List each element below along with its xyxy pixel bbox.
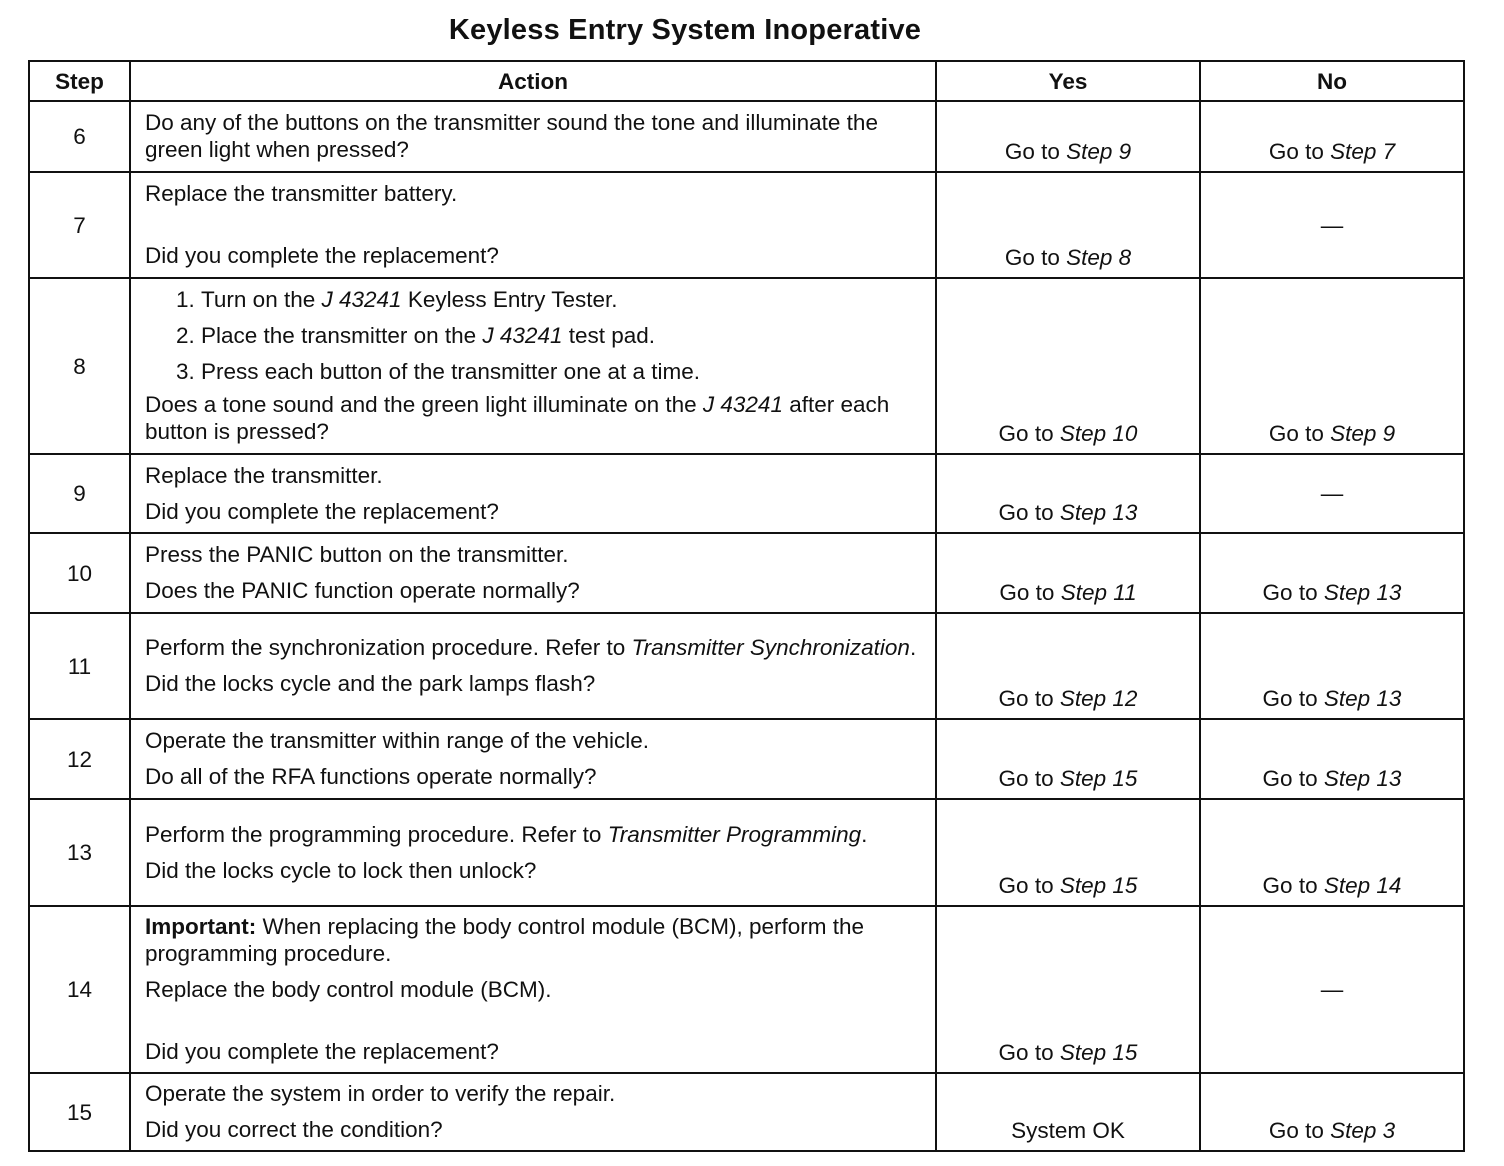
- action-instruction: Replace the transmitter battery.: [145, 181, 458, 206]
- go-to-text: Go to: [998, 686, 1054, 711]
- step-number: 8: [29, 278, 130, 454]
- step-word: Step: [1323, 766, 1371, 791]
- action-cell: [130, 533, 936, 613]
- step-number: 10: [29, 533, 130, 613]
- yes-target-step: 12: [1112, 686, 1138, 711]
- go-to-text: Go to: [1268, 1118, 1324, 1143]
- list-item: 1. Turn on the J 43241 Keyless Entry Tester.: [201, 286, 923, 313]
- action-cell: [130, 799, 936, 906]
- dash-text: —: [1320, 212, 1344, 238]
- step-number: 12: [29, 719, 130, 799]
- step-word: Step: [1330, 1118, 1377, 1143]
- no-target-step: 13: [1376, 686, 1402, 711]
- important-note: Important: When replacing the body control module (BCM), perform the programming procedure.: [145, 914, 865, 966]
- table-header-row: [29, 61, 1464, 101]
- yes-cell: [936, 613, 1200, 719]
- action-question: Did the locks cycle and the park lamps flash?: [145, 671, 596, 696]
- yes-target-step: 8: [1118, 245, 1132, 270]
- action-instruction: Operate the transmitter within range of the vehicle.: [145, 728, 650, 753]
- action-instruction: Operate the system in order to verify the repair.: [145, 1081, 616, 1106]
- step-word: Step: [1066, 139, 1113, 164]
- action-question: Do all of the RFA functions operate normally?: [145, 764, 597, 789]
- step-word: Step: [1060, 580, 1107, 605]
- action-question: Does the PANIC function operate normally?: [145, 578, 580, 603]
- step-word: Step: [1059, 1040, 1107, 1065]
- yes-target-step: 15: [1112, 873, 1138, 898]
- table-row: [29, 172, 1464, 278]
- no-target-step: 3: [1382, 1118, 1396, 1143]
- important-label: Important:: [145, 914, 257, 939]
- reference-link[interactable]: Transmitter Programming: [607, 821, 862, 847]
- go-to-text: Go to: [1004, 139, 1060, 164]
- action-cell: [130, 454, 936, 533]
- table-row: [29, 101, 1464, 172]
- step-word: Step: [1330, 139, 1377, 164]
- table-row: [29, 613, 1464, 719]
- tool-number: J 43241: [482, 323, 563, 348]
- tool-number: J 43241: [321, 287, 402, 312]
- step-number: 13: [29, 799, 130, 906]
- action-question: Does a tone sound and the green light illuminate on the J 43241 after each button is pressed?: [145, 392, 890, 444]
- no-cell: [1200, 719, 1464, 799]
- yes-cell: [936, 906, 1200, 1073]
- go-to-text: Go to: [1262, 766, 1318, 791]
- yes-cell: [936, 533, 1200, 613]
- go-to-text: Go to: [1268, 139, 1324, 164]
- action-instruction: Press the PANIC button on the transmitter.: [145, 542, 569, 567]
- no-cell: [1200, 101, 1464, 172]
- action-cell: [130, 172, 936, 278]
- action-cell: [130, 278, 936, 454]
- yes-cell: [936, 101, 1200, 172]
- step-word: Step: [1059, 686, 1107, 711]
- step-word: Step: [1059, 421, 1107, 446]
- yes-target-step: 9: [1118, 139, 1132, 164]
- no-target-step: 13: [1376, 580, 1402, 605]
- reference-link[interactable]: Transmitter Synchronization: [631, 635, 910, 660]
- action-cell: [130, 613, 936, 719]
- action-instruction: Replace the transmitter.: [145, 462, 383, 488]
- go-to-text: Go to: [999, 580, 1055, 605]
- yes-target-step: 13: [1112, 500, 1138, 525]
- header-action: Action: [130, 61, 936, 101]
- action-question: Did you complete the replacement?: [145, 1039, 499, 1064]
- go-to-text: Go to: [1262, 686, 1318, 711]
- dash-text: —: [1320, 977, 1344, 1002]
- header-no: No: [1200, 61, 1464, 101]
- diagnostic-table: [28, 60, 1465, 1152]
- table-row: [29, 1073, 1464, 1151]
- action-cell: [130, 1073, 936, 1151]
- go-to-text: Go to: [998, 766, 1054, 791]
- action-question: Did you correct the condition?: [145, 1117, 443, 1142]
- step-number: 9: [29, 454, 130, 533]
- step-word: Step: [1323, 580, 1371, 605]
- go-to-text: Go to: [998, 500, 1054, 525]
- table-row: [29, 906, 1464, 1073]
- action-list: [145, 286, 923, 385]
- yes-cell: [936, 278, 1200, 454]
- yes-cell: [936, 454, 1200, 533]
- table-row: [29, 799, 1464, 906]
- dash-text: —: [1320, 481, 1344, 506]
- table-row: [29, 454, 1464, 533]
- step-word: Step: [1059, 873, 1107, 898]
- tool-number: J 43241: [702, 392, 783, 417]
- go-to-text: Go to: [1262, 873, 1318, 898]
- step-number: 7: [29, 172, 130, 278]
- system-ok-text: System OK: [1011, 1118, 1125, 1143]
- step-word: Step: [1059, 766, 1107, 791]
- yes-cell: [936, 1073, 1200, 1151]
- no-cell: [1200, 533, 1464, 613]
- list-item: 3. Press each button of the transmitter one at a time.: [201, 358, 923, 385]
- go-to-text: Go to: [998, 1040, 1054, 1065]
- step-word: Step: [1059, 500, 1107, 525]
- step-word: Step: [1323, 686, 1371, 711]
- no-cell: [1200, 1073, 1464, 1151]
- yes-target-step: 10: [1112, 421, 1138, 446]
- step-number: 11: [29, 613, 130, 719]
- step-number: 14: [29, 906, 130, 1073]
- action-question: Do any of the buttons on the transmitter sound the tone and illuminate the green light when pressed?: [145, 110, 878, 162]
- step-word: Step: [1330, 421, 1377, 446]
- action-instruction: Perform the programming procedure. Refer to Transmitter Programming.: [145, 821, 868, 847]
- table-row: [29, 533, 1464, 613]
- action-cell: [130, 101, 936, 172]
- go-to-text: Go to: [998, 873, 1054, 898]
- no-cell: [1200, 172, 1464, 278]
- step-word: Step: [1323, 873, 1371, 898]
- step-number: 6: [29, 101, 130, 172]
- yes-cell: [936, 719, 1200, 799]
- table-row: [29, 719, 1464, 799]
- action-cell: [130, 719, 936, 799]
- header-yes: Yes: [936, 61, 1200, 101]
- action-instruction: Replace the body control module (BCM).: [145, 977, 552, 1002]
- page-title: Keyless Entry System Inoperative: [448, 14, 922, 46]
- step-number: 15: [29, 1073, 130, 1151]
- yes-target-step: 15: [1112, 1040, 1138, 1065]
- action-question: Did you complete the replacement?: [145, 243, 499, 268]
- yes-target-step: 15: [1112, 766, 1138, 791]
- go-to-text: Go to: [1268, 421, 1324, 446]
- no-cell: [1200, 613, 1464, 719]
- no-cell: [1200, 278, 1464, 454]
- go-to-text: Go to: [1262, 580, 1318, 605]
- action-question: Did the locks cycle to lock then unlock?: [145, 857, 537, 883]
- no-cell: [1200, 799, 1464, 906]
- action-question: Did you complete the replacement?: [145, 498, 499, 524]
- no-cell: [1200, 906, 1464, 1073]
- action-instruction: Perform the synchronization procedure. Refer to Transmitter Synchronization.: [145, 635, 917, 660]
- yes-target-step: 11: [1113, 580, 1137, 605]
- table-row: [29, 278, 1464, 454]
- header-step: Step: [29, 61, 130, 101]
- yes-cell: [936, 172, 1200, 278]
- no-target-step: 13: [1376, 766, 1402, 791]
- list-item: 2. Place the transmitter on the J 43241 test pad.: [201, 322, 923, 349]
- go-to-text: Go to: [998, 421, 1054, 446]
- no-target-step: 9: [1382, 421, 1396, 446]
- go-to-text: Go to: [1004, 245, 1060, 270]
- no-target-step: 7: [1382, 139, 1396, 164]
- action-cell: [130, 906, 936, 1073]
- yes-cell: [936, 799, 1200, 906]
- no-target-step: 14: [1376, 873, 1402, 898]
- no-cell: [1200, 454, 1464, 533]
- step-word: Step: [1066, 245, 1113, 270]
